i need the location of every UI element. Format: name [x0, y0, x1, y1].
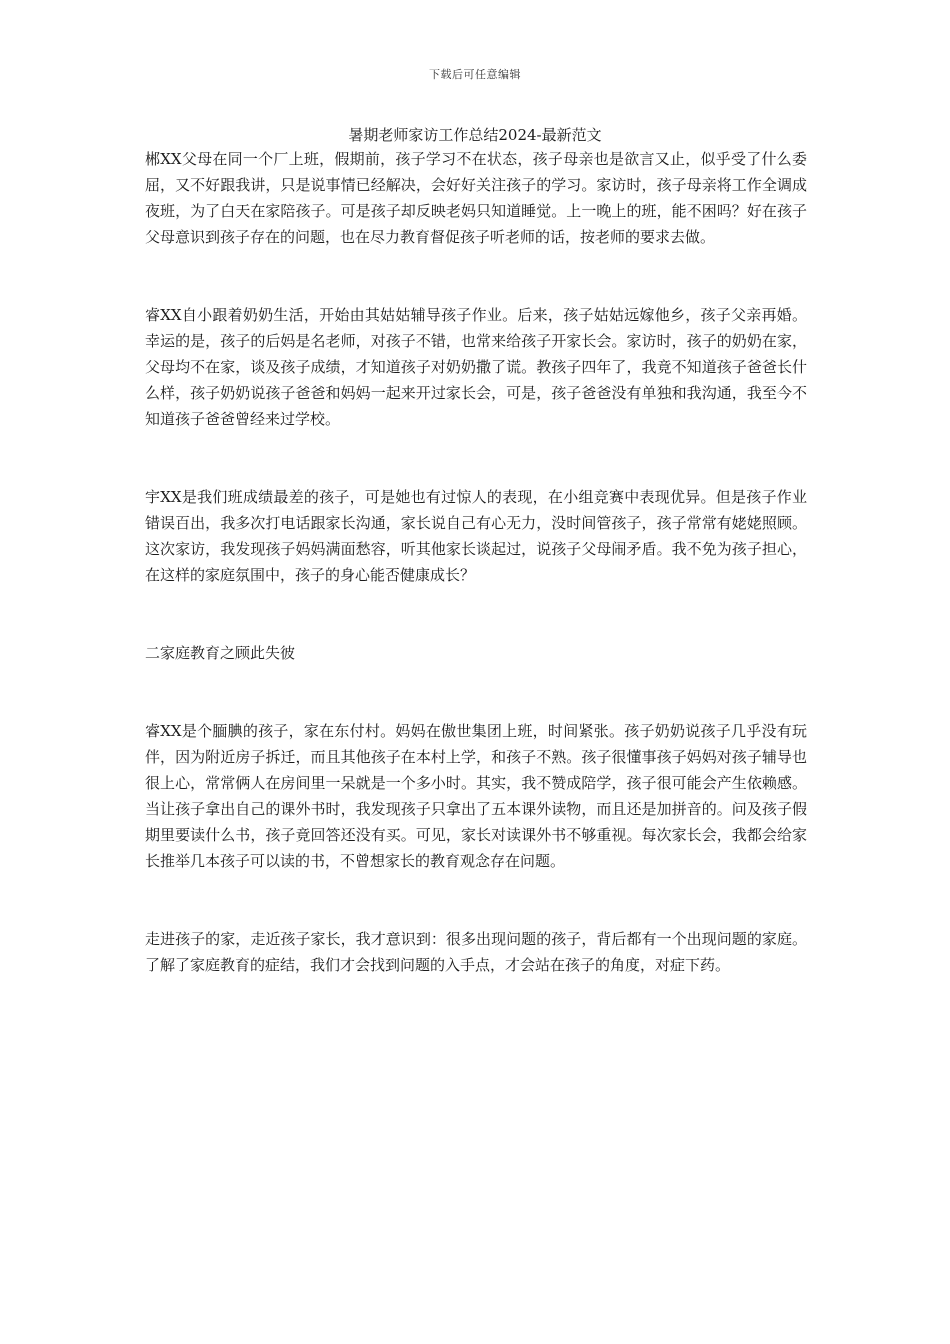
section-heading: 二家庭教育之顾此失彼: [145, 644, 296, 662]
paragraph-3: 宇XX是我们班成绩最差的孩子，可是她也有过惊人的表现，在小组竞赛中表现优异。但是孩子作业错误百出，我多次打电话跟家长沟通，家长说自己有心无力，没时间管孩子，孩子常常有姥姥照顾。这次家访，我发现孩子妈妈满面愁容，听其他家长谈起过，说孩子父母闹矛盾。我不免为孩子担心，在这样的家庭氛围中，孩子的身心能否健康成长？: [145, 488, 807, 584]
paragraph-gap: [145, 874, 807, 926]
paragraph-gap: [145, 250, 807, 302]
paragraph-2: 睿XX自小跟着奶奶生活，开始由其姑姑辅导孩子作业。后来，孩子姑姑远嫁他乡，孩子父亲再婚。幸运的是，孩子的后妈是名老师，对孩子不错，也常来给孩子开家长会。家访时，孩子的奶奶在家，父母均不在家，谈及孩子成绩，才知道孩子对奶奶撒了谎。教孩子四年了，我竟不知道孩子爸爸长什么样，孩子奶奶说孩子爸爸和妈妈一起来开过家长会，可是，孩子爸爸没有单独和我沟通，我至今不知道孩子爸爸曾经来过学校。: [145, 306, 807, 428]
header-note: 下载后可任意编辑: [429, 68, 521, 81]
paragraph-gap: [145, 588, 807, 640]
paragraph-gap: [145, 432, 807, 484]
document-body: [145, 146, 807, 978]
paragraph-4: 睿XX是个腼腆的孩子，家在东付村。妈妈在傲世集团上班，时间紧张。孩子奶奶说孩子几乎没有玩伴，因为附近房子拆迁，而且其他孩子在本村上学，和孩子不熟。孩子很懂事孩子妈妈对孩子辅导也很上心，常常俩人在房间里一呆就是一个多小时。其实，我不赞成陪学，孩子很可能会产生依赖感。当让孩子拿出自己的课外书时，我发现孩子只拿出了五本课外读物，而且还是加拼音的。问及孩子假期里要读什么书，孩子竟回答还没有买。可见，家长对读课外书不够重视。每次家长会，我都会给家长推举几本孩子可以读的书，不曾想家长的教育观念存在问题。: [145, 722, 807, 870]
paragraph-5: 走进孩子的家，走近孩子家长，我才意识到：很多出现问题的孩子，背后都有一个出现问题的家庭。了解了家庭教育的症结，我们才会找到问题的入手点，才会站在孩子的角度，对症下药。: [145, 930, 807, 974]
paragraph-gap: [145, 666, 807, 718]
document-title: 暑期老师家访工作总结2024-最新范文: [348, 126, 602, 144]
paragraph-1: 郴XX父母在同一个厂上班，假期前，孩子学习不在状态，孩子母亲也是欲言又止，似乎受了什么委屈，又不好跟我讲，只是说事情已经解决，会好好关注孩子的学习。家访时，孩子母亲将工作全调成夜班，为了白天在家陪孩子。可是孩子却反映老妈只知道睡觉。上一晚上的班，能不困吗？好在孩子父母意识到孩子存在的问题，也在尽力教育督促孩子听老师的话，按老师的要求去做。: [145, 150, 807, 246]
